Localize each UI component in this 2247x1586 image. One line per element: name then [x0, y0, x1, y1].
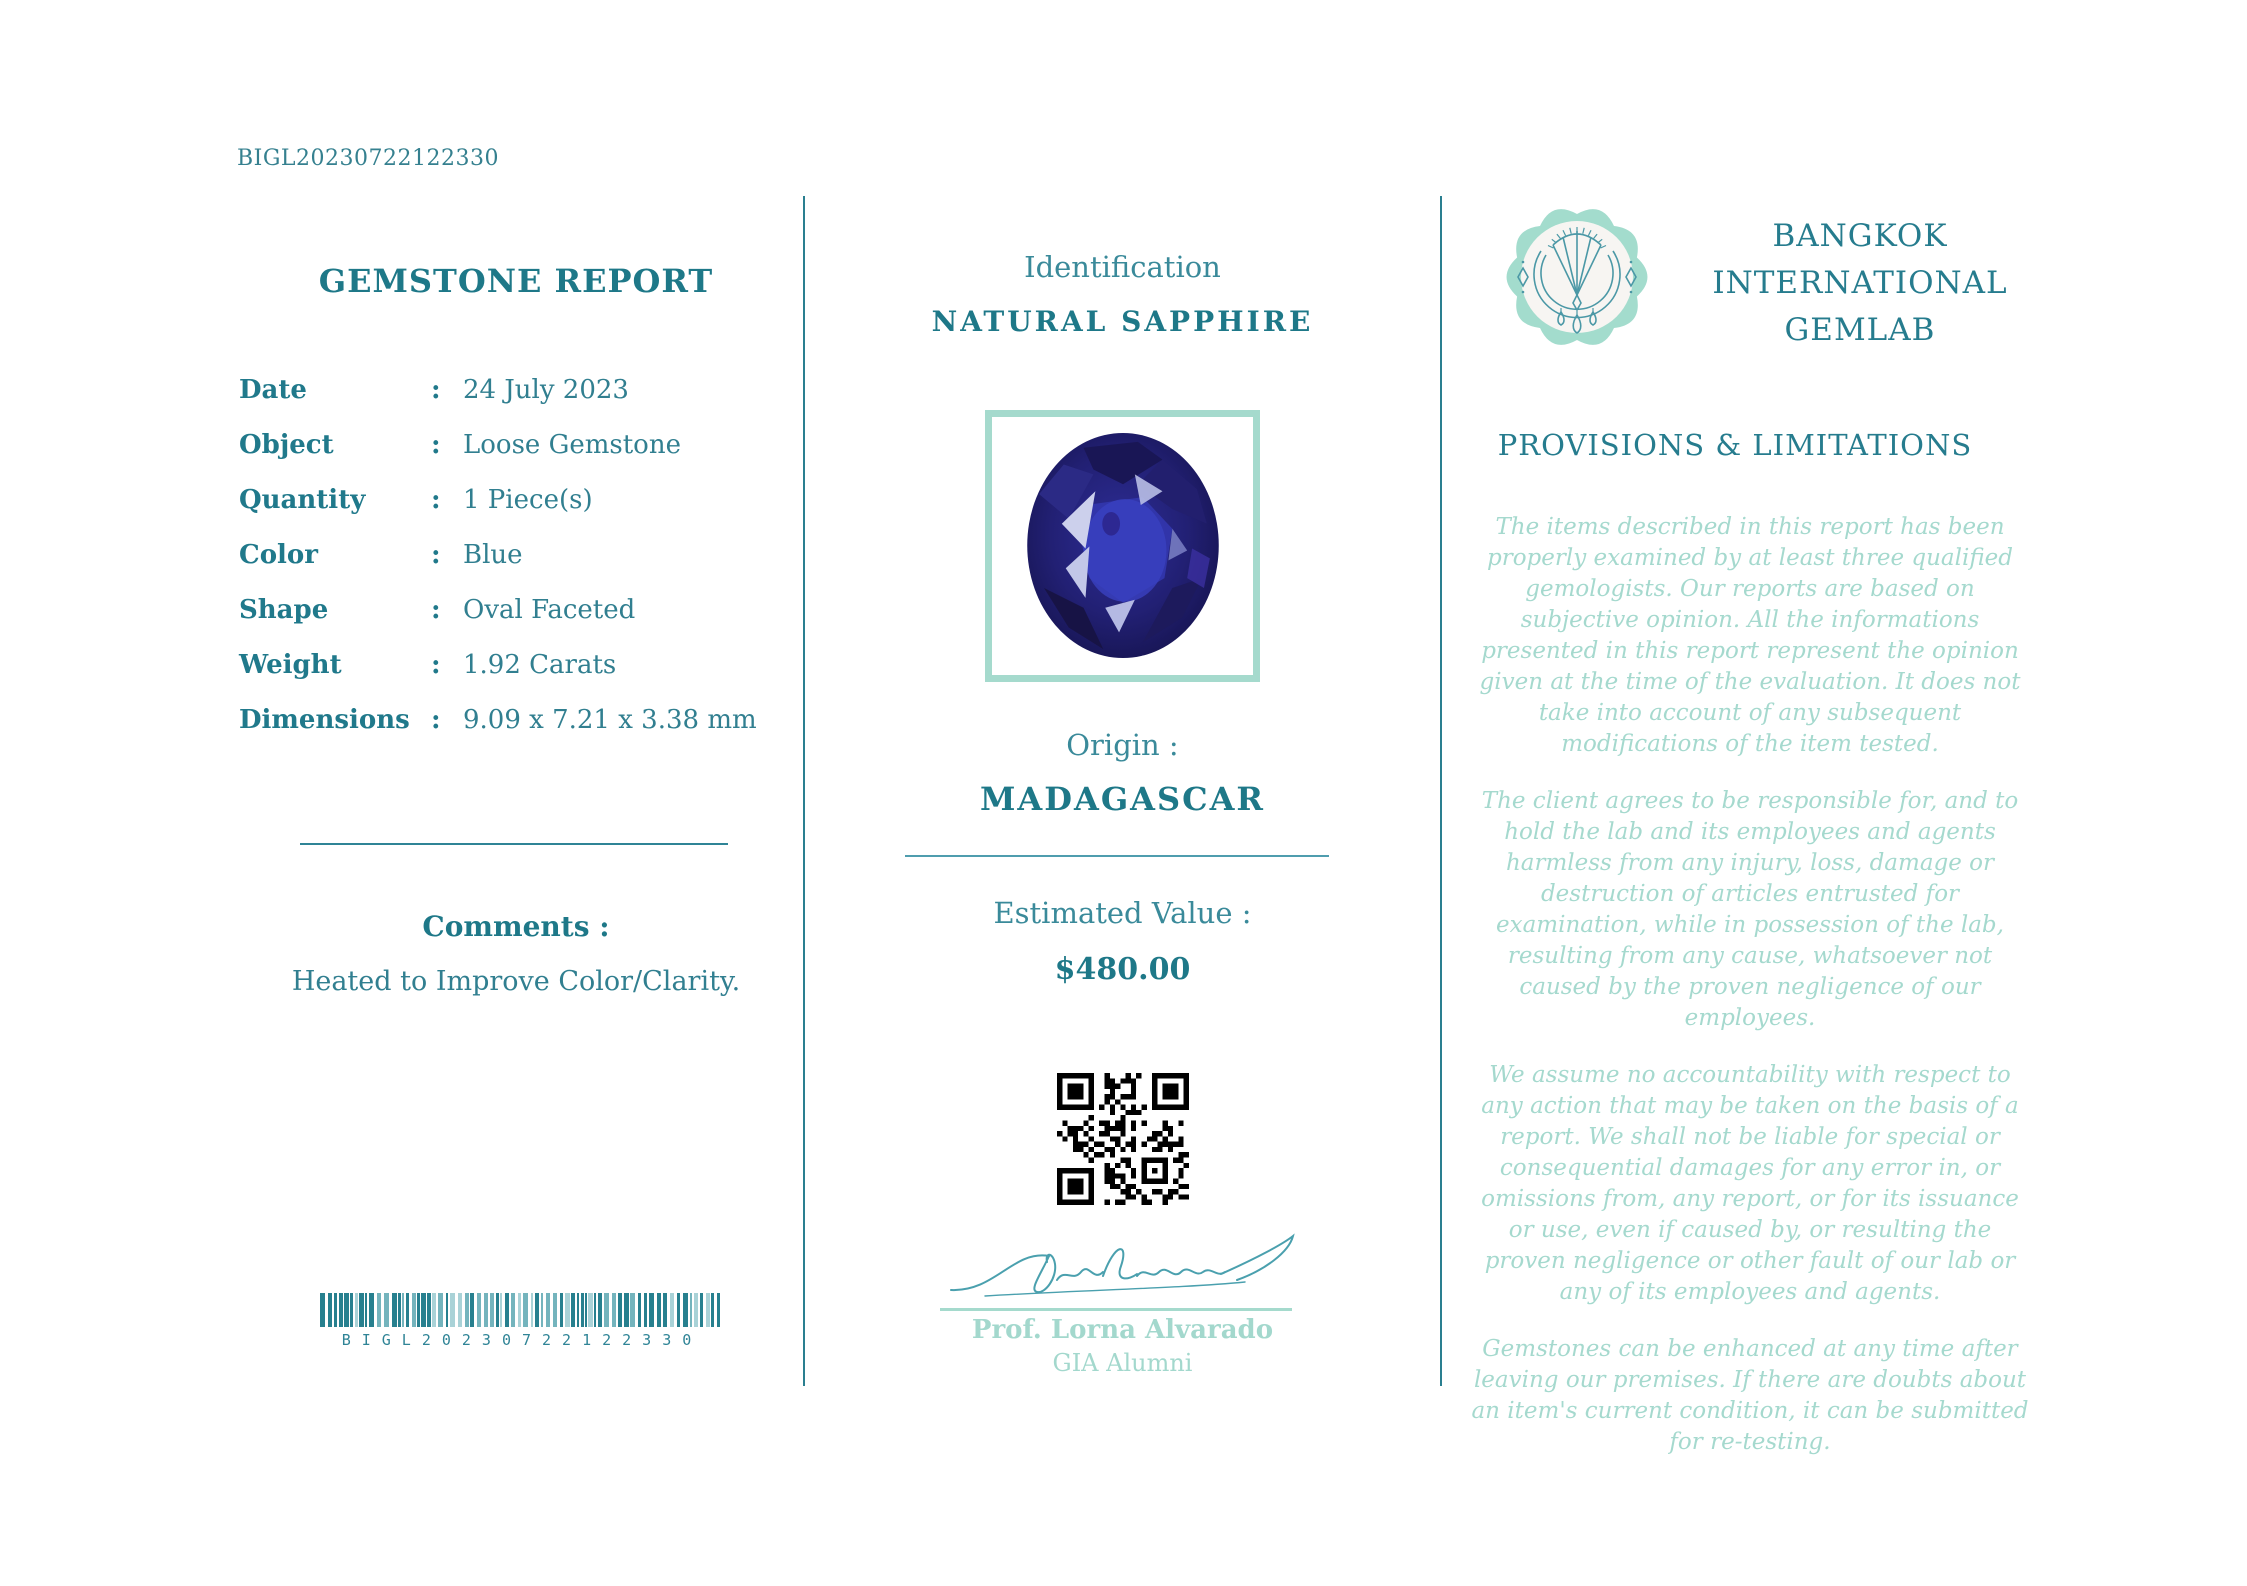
- provisions-heading: PROVISIONS & LIMITATIONS: [1497, 428, 1973, 462]
- identification-value: NATURAL SAPPHIRE: [931, 305, 1314, 338]
- provisions-paragraphs: [1470, 512, 2030, 1484]
- field-value: Oval Faceted: [463, 594, 636, 625]
- signer-title: GIA Alumni: [1052, 1349, 1193, 1377]
- field-row-object: [239, 417, 797, 472]
- field-value: 1.92 Carats: [463, 649, 617, 680]
- provisions-paragraph: The items described in this report has been properly examined by at least three qualified gemologists. Our reports are based on subjective opinion. All the informations presented in this report represent the opinion given at the time of the evaluation. It does not take into account of any subsequent modifications of the item tested.: [1479, 514, 2021, 757]
- origin-label: Origin :: [1066, 728, 1179, 762]
- provisions-paragraph: Gemstones can be enhanced at any time after leaving our premises. If there are doubts about an item's current condition, it can be submitted for re-testing.: [1471, 1336, 2029, 1455]
- column-divider-right: [1440, 196, 1442, 1386]
- field-value: Loose Gemstone: [463, 429, 681, 460]
- signature-line: [940, 1308, 1292, 1311]
- section-divider: [300, 843, 728, 845]
- field-row-color: [239, 527, 797, 582]
- signature-script: [945, 1230, 1300, 1310]
- comments-value: Heated to Improve Color/Clarity.: [291, 966, 741, 997]
- gem-lab-logo-icon: [1503, 199, 1653, 356]
- estimated-value-amount: $480.00: [1054, 952, 1191, 987]
- barcode-icon: [320, 1293, 720, 1327]
- comments-label: Comments :: [422, 910, 610, 943]
- field-row-shape: [239, 582, 797, 637]
- gemstone-report-title: GEMSTONE REPORT: [318, 262, 714, 300]
- field-value: Blue: [463, 539, 523, 570]
- field-row-quantity: [239, 472, 797, 527]
- lab-name-line: INTERNATIONAL: [1712, 265, 2008, 301]
- lab-name-line: GEMLAB: [1784, 312, 1936, 348]
- qr-code-icon: [1057, 1073, 1189, 1205]
- field-row-date: [239, 362, 797, 417]
- field-value: 1 Piece(s): [463, 484, 593, 515]
- report-fields: [239, 362, 797, 747]
- field-label: Quantity: [239, 484, 366, 515]
- field-colon: :: [431, 429, 441, 460]
- field-colon: :: [431, 594, 441, 625]
- field-row-dimensions: [239, 692, 797, 747]
- barcode-text: BIGL20230722122330: [341, 1331, 703, 1349]
- estimated-value-label: Estimated Value :: [993, 896, 1252, 930]
- field-value: 9.09 x 7.21 x 3.38 mm: [463, 704, 757, 735]
- provisions-paragraph: We assume no accountability with respect to any action that may be taken on the basis of a report. We shall not be liable for special or consequential damages for any error in, or omissions from, any report, or for its issuance or use, even if caused by, or resulting the proven negligence or other fault of our lab or any of its employees and agents.: [1481, 1062, 2019, 1305]
- field-label: Object: [239, 429, 334, 460]
- field-row-weight: [239, 637, 797, 692]
- provisions-paragraph: The client agrees to be responsible for, and to hold the lab and its employees and agents harmless from any injury, loss, damage or destruction of articles entrusted for examination, while in possession of the lab, resulting from any cause, whatsoever not caused by the proven negligence of our employees.: [1481, 788, 2019, 1031]
- field-colon: :: [431, 649, 441, 680]
- field-colon: :: [431, 374, 441, 405]
- field-colon: :: [431, 484, 441, 515]
- report-number: BIGL20230722122330: [237, 146, 499, 171]
- field-label: Shape: [239, 594, 329, 625]
- signer-name: Prof. Lorna Alvarado: [971, 1315, 1274, 1345]
- sapphire-gem-image: [1023, 430, 1223, 662]
- field-label: Dimensions: [239, 704, 410, 735]
- field-value: 24 July 2023: [463, 374, 629, 405]
- field-label: Date: [239, 374, 307, 405]
- lab-provisions-column: [1443, 0, 2123, 1586]
- field-colon: :: [431, 539, 441, 570]
- field-label: Color: [239, 539, 318, 570]
- field-label: Weight: [239, 649, 342, 680]
- identification-column: [805, 0, 1440, 1586]
- field-colon: :: [431, 704, 441, 735]
- section-divider: [905, 855, 1329, 857]
- report-details-column: [237, 0, 795, 1586]
- gem-photo-frame: [985, 410, 1260, 682]
- lab-name-line: BANGKOK: [1772, 218, 1948, 254]
- lab-name: [1655, 213, 2065, 354]
- origin-value: MADAGASCAR: [980, 780, 1265, 818]
- identification-heading: Identification: [1024, 250, 1221, 284]
